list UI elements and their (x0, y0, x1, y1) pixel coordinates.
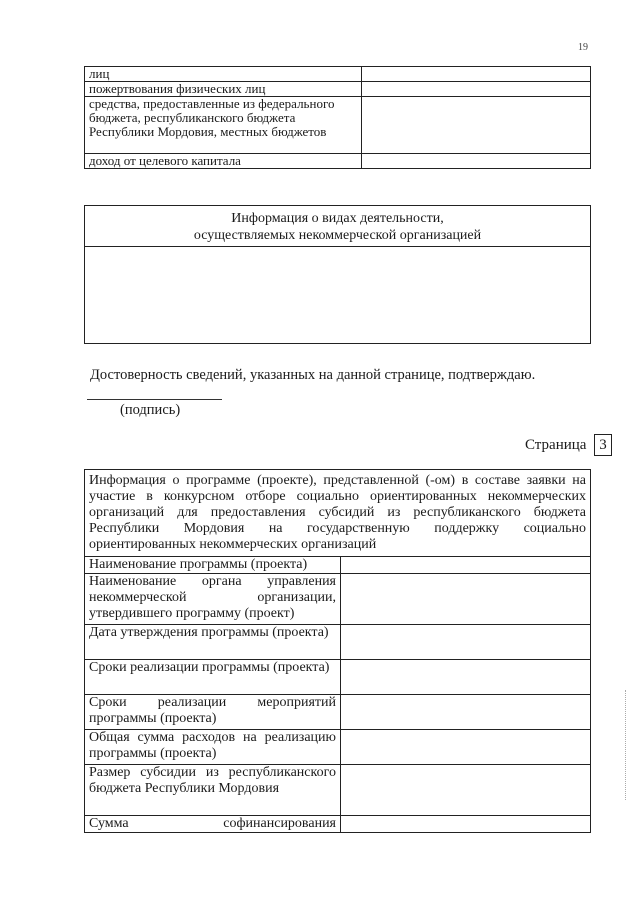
income-row-value[interactable] (362, 154, 591, 169)
table-row (85, 154, 591, 169)
table-row (85, 67, 591, 82)
signature-label: (подпись) (120, 402, 181, 418)
table-row (85, 695, 591, 730)
table-row (85, 557, 591, 574)
activities-title: Информация о видах деятельности, осуществляемых некоммерческой организацией (193, 211, 482, 243)
income-row-label: средства, предоставленные из федерального бюджета, республиканского бюджета Республики Мордовия, местных бюджетов (85, 97, 362, 154)
program-info-header: Информация о программе (проекте), представленной (-ом) в составе заявки на участие в конкурсном отборе социально ориентированных некоммерческих организаций для предоставления субсидий из республиканского бюджета Республики Мордовия на государственную поддержку социально ориентированных некоммерческих организаций (85, 470, 591, 557)
margin-dots (625, 690, 627, 800)
program-row-label: Сумма софинансирования (85, 816, 341, 833)
income-sources-table (84, 66, 591, 169)
income-row-value[interactable] (362, 97, 591, 154)
income-row-value[interactable] (362, 67, 591, 82)
table-row (85, 816, 591, 833)
program-row-value[interactable] (341, 816, 591, 833)
activities-divider (85, 246, 590, 247)
table-row (85, 574, 591, 625)
program-row-label: Наименование программы (проекта) (85, 557, 341, 574)
income-row-label: доход от целевого капитала (85, 154, 362, 169)
program-row-value[interactable] (341, 574, 591, 625)
income-row-label: пожертвования физических лиц (85, 82, 362, 97)
program-row-label: Сроки реализации мероприятий программы (проекта) (85, 695, 341, 730)
program-info-table (84, 469, 591, 833)
confirmation-text: Достоверность сведений, указанных на данной странице, подтверждаю. (90, 367, 536, 383)
table-row (85, 625, 591, 660)
program-row-label: Общая сумма расходов на реализацию программы (проекта) (85, 730, 341, 765)
table-row (85, 765, 591, 816)
page-number: 19 (578, 42, 588, 53)
program-row-value[interactable] (341, 660, 591, 695)
program-row-value[interactable] (341, 557, 591, 574)
program-row-value[interactable] (341, 625, 591, 660)
income-row-value[interactable] (362, 82, 591, 97)
program-row-value[interactable] (341, 695, 591, 730)
table-row (85, 82, 591, 97)
program-row-label: Наименование органа управления некоммерческой организации, утвердившего программу (проект) (85, 574, 341, 625)
income-row-label: лиц (85, 67, 362, 82)
program-row-value[interactable] (341, 765, 591, 816)
table-row (85, 470, 591, 557)
table-row (85, 660, 591, 695)
program-row-value[interactable] (341, 730, 591, 765)
program-row-label: Дата утверждения программы (проекта) (85, 625, 341, 660)
signature-line[interactable] (87, 399, 222, 400)
program-row-label: Сроки реализации программы (проекта) (85, 660, 341, 695)
table-row (85, 730, 591, 765)
activities-box (84, 205, 591, 344)
table-row (85, 97, 591, 154)
page-number-box: 3 (594, 434, 612, 456)
page-label: Страница (525, 437, 587, 453)
program-row-label: Размер субсидии из республиканского бюджета Республики Мордовия (85, 765, 341, 816)
